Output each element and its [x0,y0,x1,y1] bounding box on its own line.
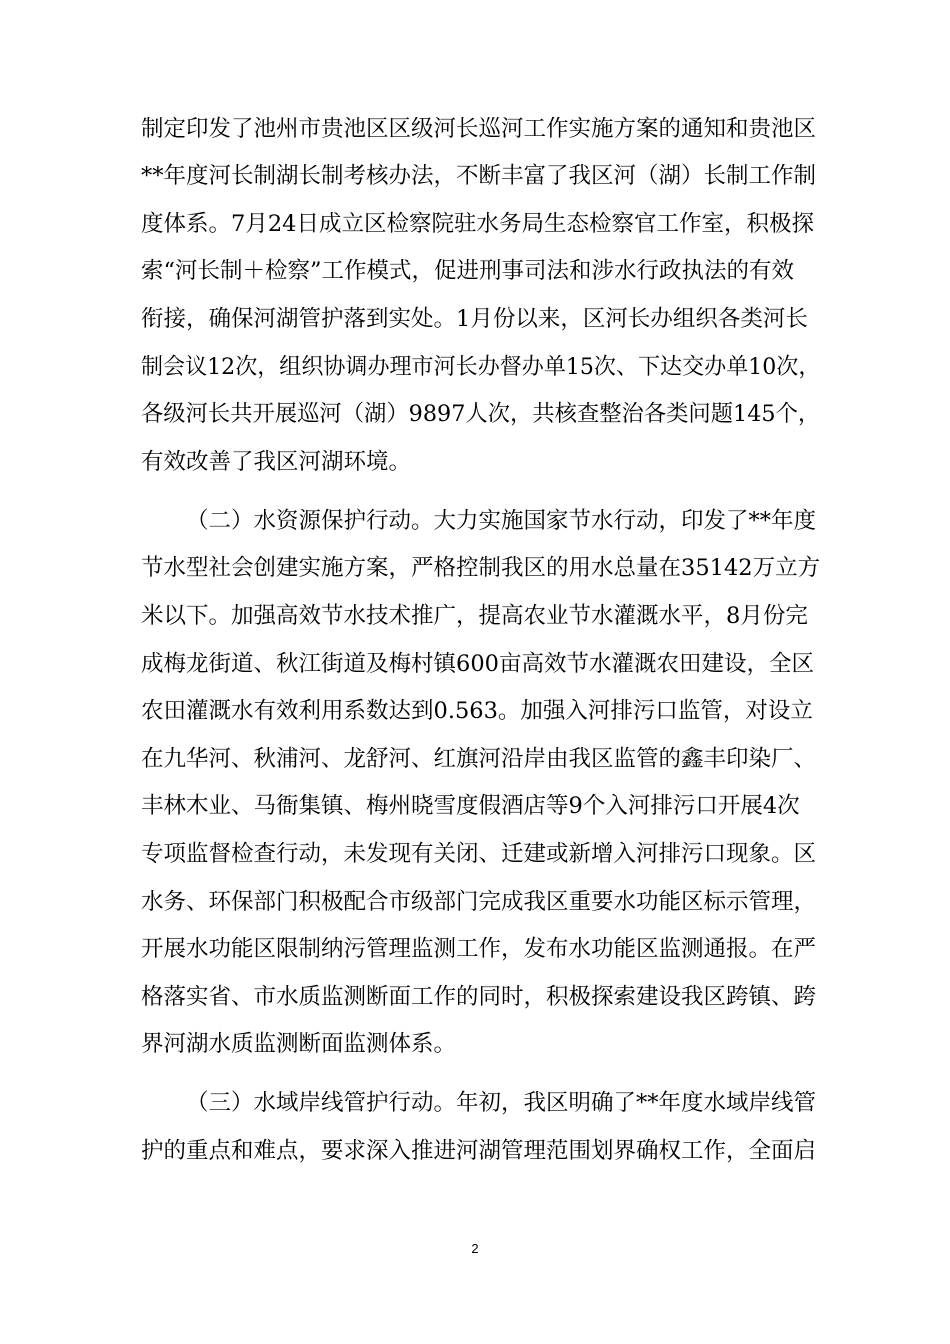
text-line: 制会议12次，组织协调办理市河长办督办单15次、下达交办单10次， [141,354,821,380]
text-line: 农田灌溉水有效利用系数达到0.563。加强入河排污口监管，对设立 [141,698,813,724]
text-line: 节水型社会创建实施方案，严格控制我区的用水总量在35142万立方 [141,555,821,581]
text-line: 水务、环保部门积极配合市级部门完成我区重要水功能区标示管理， [141,889,817,915]
text-line: 制定印发了池州市贵池区区级河长巡河工作实施方案的通知和贵池区 [141,116,817,142]
text-line: 在九华河、秋浦河、龙舒河、红旗河沿岸由我区监管的鑫丰印染厂、 [141,746,817,772]
text-line: 格落实省、市水质监测断面工作的同时，积极探索建设我区跨镇、跨 [141,984,817,1010]
text-line: 界河湖水质监测断面监测体系。 [141,1031,457,1057]
text-line: 度体系。7月24日成立区检察院驻水务局生态检察官工作室，积极探 [141,211,814,237]
text-line: 开展水功能区限制纳污管理监测工作，发布水功能区监测通报。在严 [141,936,817,962]
text-line: 米以下。加强高效节水技术推广，提高农业节水灌溉水平，8月份完 [141,603,808,629]
paragraph-heading-line: （三）水域岸线管护行动。年初，我区明确了**年度水域岸线管 [186,1090,817,1116]
text-line: 有效改善了我区河湖环境。 [141,449,412,475]
text-line: **年度河长制湖长制考核办法，不断丰富了我区河（湖）长制工作制 [141,163,817,189]
paragraph-heading-line: （二）水资源保护行动。大力实施国家节水行动，印发了**年度 [186,508,817,534]
text-line: 各级河长共开展巡河（湖）9897人次，共核查整治各类问题145个， [141,401,821,427]
text-line: 护的重点和难点，要求深入推进河湖管理范围划界确权工作，全面启 [141,1138,817,1164]
page-number: 2 [471,1241,479,1256]
text-line: 成梅龙街道、秋江街道及梅村镇600亩高效节水灌溉农田建设，全区 [141,651,814,677]
text-line: 专项监督检查行动，未发现有关闭、迁建或新增入河排污口现象。区 [141,841,817,867]
text-line: 丰林木业、马衙集镇、梅州晓雪度假酒店等9个入河排污口开展4次 [141,793,800,819]
text-line: 索“河长制＋检察”工作模式，促进刑事司法和涉水行政执法的有效 [141,258,795,284]
text-line: 衔接，确保河湖管护落到实处。1月份以来，区河长办组织各类河长 [141,306,808,332]
